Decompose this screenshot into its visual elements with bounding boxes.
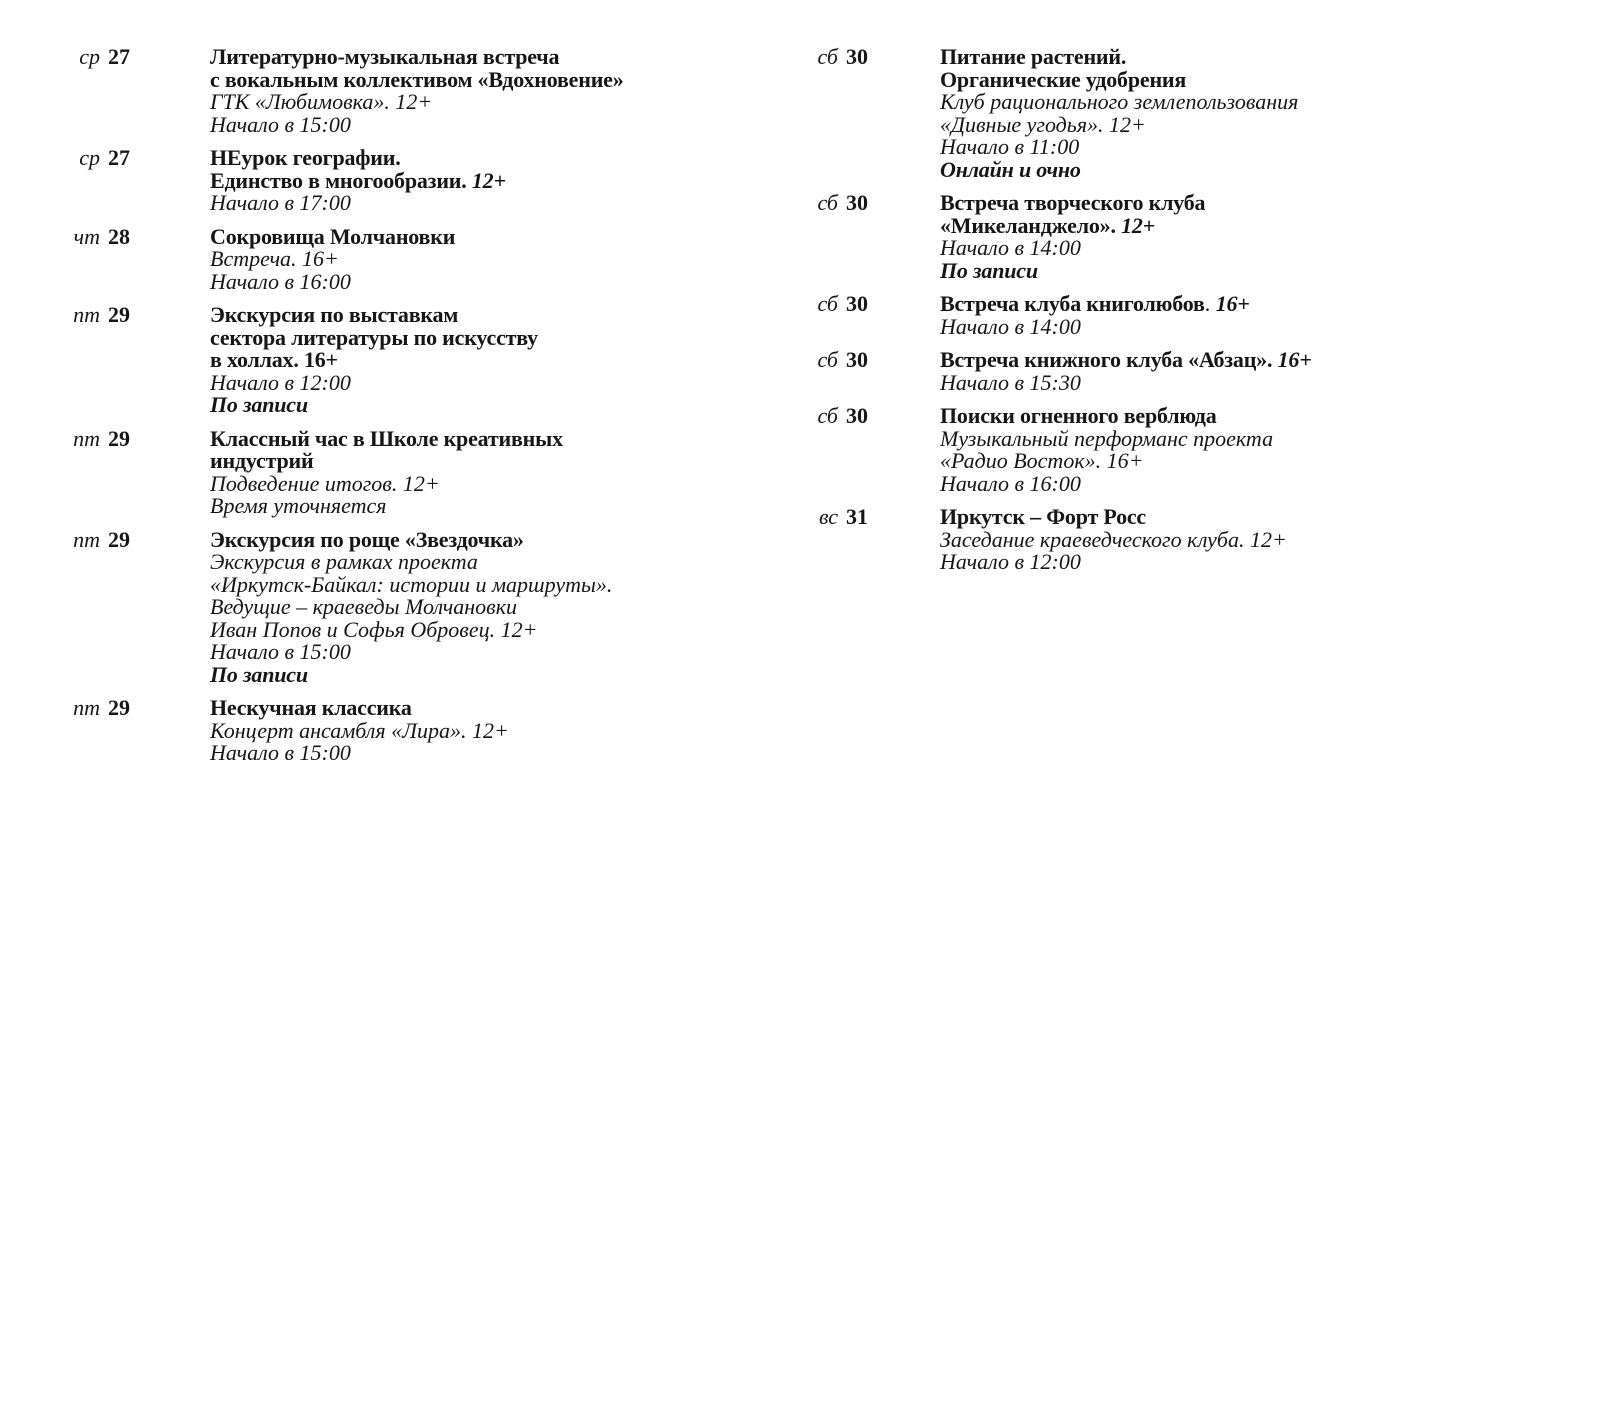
text-segment: «Микеланджело». xyxy=(940,212,1122,238)
text-segment: Начало в 11:00 xyxy=(940,134,1080,159)
schedule-entry xyxy=(55,697,798,765)
entry-text-line xyxy=(210,66,798,92)
entry-content xyxy=(940,405,1600,495)
text-segment: Встреча. 16+ xyxy=(210,246,339,271)
text-segment: Начало в 15:00 xyxy=(210,639,351,664)
text-segment: Начало в 15:00 xyxy=(210,740,351,765)
text-segment: По записи xyxy=(210,392,308,417)
text-segment: Ведущие – краеведы Молчановки xyxy=(210,594,518,619)
text-segment: «Иркутск-Байкал: истории и маршруты». xyxy=(210,571,613,597)
day-number-label: 27 xyxy=(108,44,130,69)
entry-content xyxy=(210,46,798,136)
day-number-label: 29 xyxy=(108,425,130,451)
entry-text-line xyxy=(210,304,798,327)
entry-content xyxy=(940,46,1600,181)
day-number-label: 30 xyxy=(846,403,868,428)
day-number-label: 29 xyxy=(108,695,130,720)
entry-text-line xyxy=(940,293,1600,316)
entry-text-line xyxy=(940,136,1600,159)
entry-text-line xyxy=(940,257,1600,283)
text-segment: Экскурсия в рамках проекта xyxy=(210,549,478,574)
entry-text-line xyxy=(940,237,1600,260)
entry-text-line xyxy=(940,526,1600,552)
day-abbrev-label: ср xyxy=(79,44,100,69)
entry-text-line xyxy=(210,495,798,518)
entry-date-cell xyxy=(55,223,210,294)
schedule-entry xyxy=(798,405,1600,495)
entry-text-line xyxy=(210,46,798,69)
day-number-label: 28 xyxy=(108,223,130,249)
text-segment: с вокальным коллективом «Вдохновение» xyxy=(210,66,624,92)
day-abbrev-label: сб xyxy=(817,347,838,372)
entry-date-cell xyxy=(798,46,940,181)
entry-text-line xyxy=(210,192,798,215)
entry-text-line xyxy=(210,147,798,170)
entry-text-line xyxy=(210,616,798,642)
day-number-label: 30 xyxy=(846,347,868,372)
entry-text-line xyxy=(210,661,798,687)
entry-text-line xyxy=(210,223,798,249)
entry-text-line xyxy=(940,551,1600,574)
entry-date-cell xyxy=(55,697,210,765)
text-segment: 12+ xyxy=(471,167,506,193)
text-segment: «Дивные угодья». 12+ xyxy=(940,111,1146,137)
day-number-label: 30 xyxy=(846,190,868,215)
entry-text-line xyxy=(210,324,798,350)
text-segment: . xyxy=(1204,291,1216,316)
day-abbrev-label: сб xyxy=(817,291,838,316)
schedule-entry xyxy=(55,425,798,518)
schedule-column-left xyxy=(55,46,798,776)
day-number-label: 31 xyxy=(846,504,868,529)
entry-date-cell xyxy=(55,425,210,518)
text-segment: НЕурок географии. xyxy=(210,145,401,170)
entry-text-line xyxy=(210,111,798,137)
text-segment: Начало в 14:00 xyxy=(940,235,1081,260)
text-segment: «Радио Восток». 16+ xyxy=(940,448,1144,473)
schedule-entry xyxy=(798,506,1600,574)
text-segment: 16+ xyxy=(1277,347,1312,372)
entry-text-line xyxy=(940,91,1600,114)
text-segment: Начало в 12:00 xyxy=(940,549,1081,574)
entry-date-cell xyxy=(798,506,940,574)
schedule-entry xyxy=(798,293,1600,338)
entry-text-line xyxy=(940,212,1600,238)
text-segment: Органические удобрения xyxy=(940,66,1187,92)
entry-text-line xyxy=(940,313,1600,339)
schedule-entry xyxy=(798,349,1600,394)
entry-text-line xyxy=(210,91,798,114)
text-segment: Экскурсия по выставкам xyxy=(210,302,459,327)
day-abbrev-label: пт xyxy=(73,695,100,720)
text-segment: Начало в 15:30 xyxy=(940,369,1081,395)
text-segment: Заседание краеведческого клуба. 12+ xyxy=(940,526,1287,552)
entry-text-line xyxy=(210,425,798,451)
day-abbrev-label: вс xyxy=(818,504,838,529)
day-abbrev-label: пт xyxy=(73,302,100,327)
entry-text-line xyxy=(940,349,1600,372)
day-abbrev-label: чт xyxy=(73,223,100,249)
text-segment: Сокровища Молчановки xyxy=(210,223,456,249)
text-segment: Начало в 14:00 xyxy=(940,313,1081,339)
text-segment: Онлайн и очно xyxy=(940,156,1081,182)
text-segment: Единство в многообразии. xyxy=(210,167,472,193)
entry-content xyxy=(940,293,1600,338)
text-segment: 16+ xyxy=(1215,291,1250,316)
entry-text-line xyxy=(210,369,798,395)
entry-text-line xyxy=(210,470,798,496)
text-segment: Музыкальный перформанс проекта xyxy=(940,425,1274,451)
text-segment: Встреча клуба книголюбов xyxy=(940,291,1205,316)
entry-date-cell xyxy=(798,405,940,495)
entry-text-line xyxy=(210,248,798,271)
text-segment: Время уточняется xyxy=(210,493,387,518)
entry-content xyxy=(210,304,798,417)
text-segment: в холлах. 16+ xyxy=(210,347,338,372)
entry-date-cell xyxy=(798,293,940,338)
text-segment: Питание растений. xyxy=(940,44,1127,69)
schedule-entry xyxy=(55,46,798,136)
text-segment: Концерт ансамбля «Лира». 12+ xyxy=(210,717,509,743)
day-number-label: 29 xyxy=(108,526,130,552)
text-segment: Литературно-музыкальная встреча xyxy=(210,44,560,69)
entry-text-line xyxy=(940,66,1600,92)
text-segment: Иван Попов и Софья Обровец. 12+ xyxy=(210,616,538,642)
entry-text-line xyxy=(210,394,798,417)
day-number-label: 27 xyxy=(108,145,130,170)
entry-text-line xyxy=(210,717,798,743)
entry-text-line xyxy=(210,697,798,720)
entry-content xyxy=(210,697,798,765)
entry-text-line xyxy=(210,742,798,765)
entry-text-line xyxy=(940,111,1600,137)
text-segment: Классный час в Школе креативных xyxy=(210,425,563,451)
text-segment: Экскурсия по роще «Звездочка» xyxy=(210,526,524,552)
text-segment: Поиски огненного верблюда xyxy=(940,403,1217,428)
entry-text-line xyxy=(210,526,798,552)
entry-text-line xyxy=(940,470,1600,496)
entry-text-line xyxy=(940,192,1600,215)
text-segment: По записи xyxy=(940,257,1038,283)
text-segment: Начало в 16:00 xyxy=(940,470,1081,496)
entry-content xyxy=(940,192,1600,282)
day-number-label: 29 xyxy=(108,302,130,327)
entry-text-line xyxy=(940,506,1600,529)
day-abbrev-label: пт xyxy=(73,526,100,552)
entry-text-line xyxy=(940,425,1600,451)
entry-text-line xyxy=(210,167,798,193)
text-segment: Начало в 12:00 xyxy=(210,369,351,395)
schedule-entry xyxy=(55,526,798,687)
entry-text-line xyxy=(940,46,1600,69)
day-abbrev-label: сб xyxy=(817,403,838,428)
entry-date-cell xyxy=(55,304,210,417)
entry-text-line xyxy=(210,641,798,664)
entry-date-cell xyxy=(55,147,210,215)
text-segment: Иркутск – Форт Росс xyxy=(940,504,1146,529)
text-segment: По записи xyxy=(210,661,308,687)
text-segment: Встреча книжного клуба «Абзац». xyxy=(940,347,1278,372)
entry-text-line xyxy=(940,156,1600,182)
schedule-entry xyxy=(798,46,1600,181)
text-segment: сектора литературы по искусству xyxy=(210,324,538,350)
entry-date-cell xyxy=(798,192,940,282)
entry-content xyxy=(940,506,1600,574)
text-segment: Нескучная классика xyxy=(210,695,412,720)
entry-content xyxy=(210,147,798,215)
entry-text-line xyxy=(210,596,798,619)
text-segment: Клуб рационального землепользования xyxy=(940,89,1299,114)
entry-text-line xyxy=(210,450,798,473)
text-segment: Подведение итогов. 12+ xyxy=(210,470,440,496)
text-segment: Начало в 15:00 xyxy=(210,111,351,137)
day-abbrev-label: ср xyxy=(79,145,100,170)
day-abbrev-label: сб xyxy=(817,190,838,215)
day-abbrev-label: пт xyxy=(73,425,100,451)
entry-date-cell xyxy=(55,46,210,136)
entry-content xyxy=(940,349,1600,394)
schedule-entry xyxy=(55,223,798,294)
day-number-label: 30 xyxy=(846,291,868,316)
entry-date-cell xyxy=(55,526,210,687)
schedule-entry xyxy=(55,304,798,417)
schedule-entry xyxy=(55,147,798,215)
day-abbrev-label: сб xyxy=(817,44,838,69)
entry-text-line xyxy=(940,450,1600,473)
entry-content xyxy=(210,526,798,687)
schedule-column-right xyxy=(798,46,1600,776)
entry-text-line xyxy=(210,571,798,597)
text-segment: ГТК «Любимовка». 12+ xyxy=(210,89,433,114)
entry-text-line xyxy=(210,551,798,574)
text-segment: Начало в 16:00 xyxy=(210,268,351,294)
text-segment: Начало в 17:00 xyxy=(210,190,351,215)
day-number-label: 30 xyxy=(846,44,868,69)
text-segment: Встреча творческого клуба xyxy=(940,190,1206,215)
entry-text-line xyxy=(210,268,798,294)
schedule-entry xyxy=(798,192,1600,282)
entry-content xyxy=(210,223,798,294)
entry-date-cell xyxy=(798,349,940,394)
text-segment: 12+ xyxy=(1121,212,1155,238)
entry-text-line xyxy=(210,349,798,372)
entry-text-line xyxy=(940,405,1600,428)
entry-content xyxy=(210,425,798,518)
entry-text-line xyxy=(940,369,1600,395)
text-segment: индустрий xyxy=(210,448,314,473)
